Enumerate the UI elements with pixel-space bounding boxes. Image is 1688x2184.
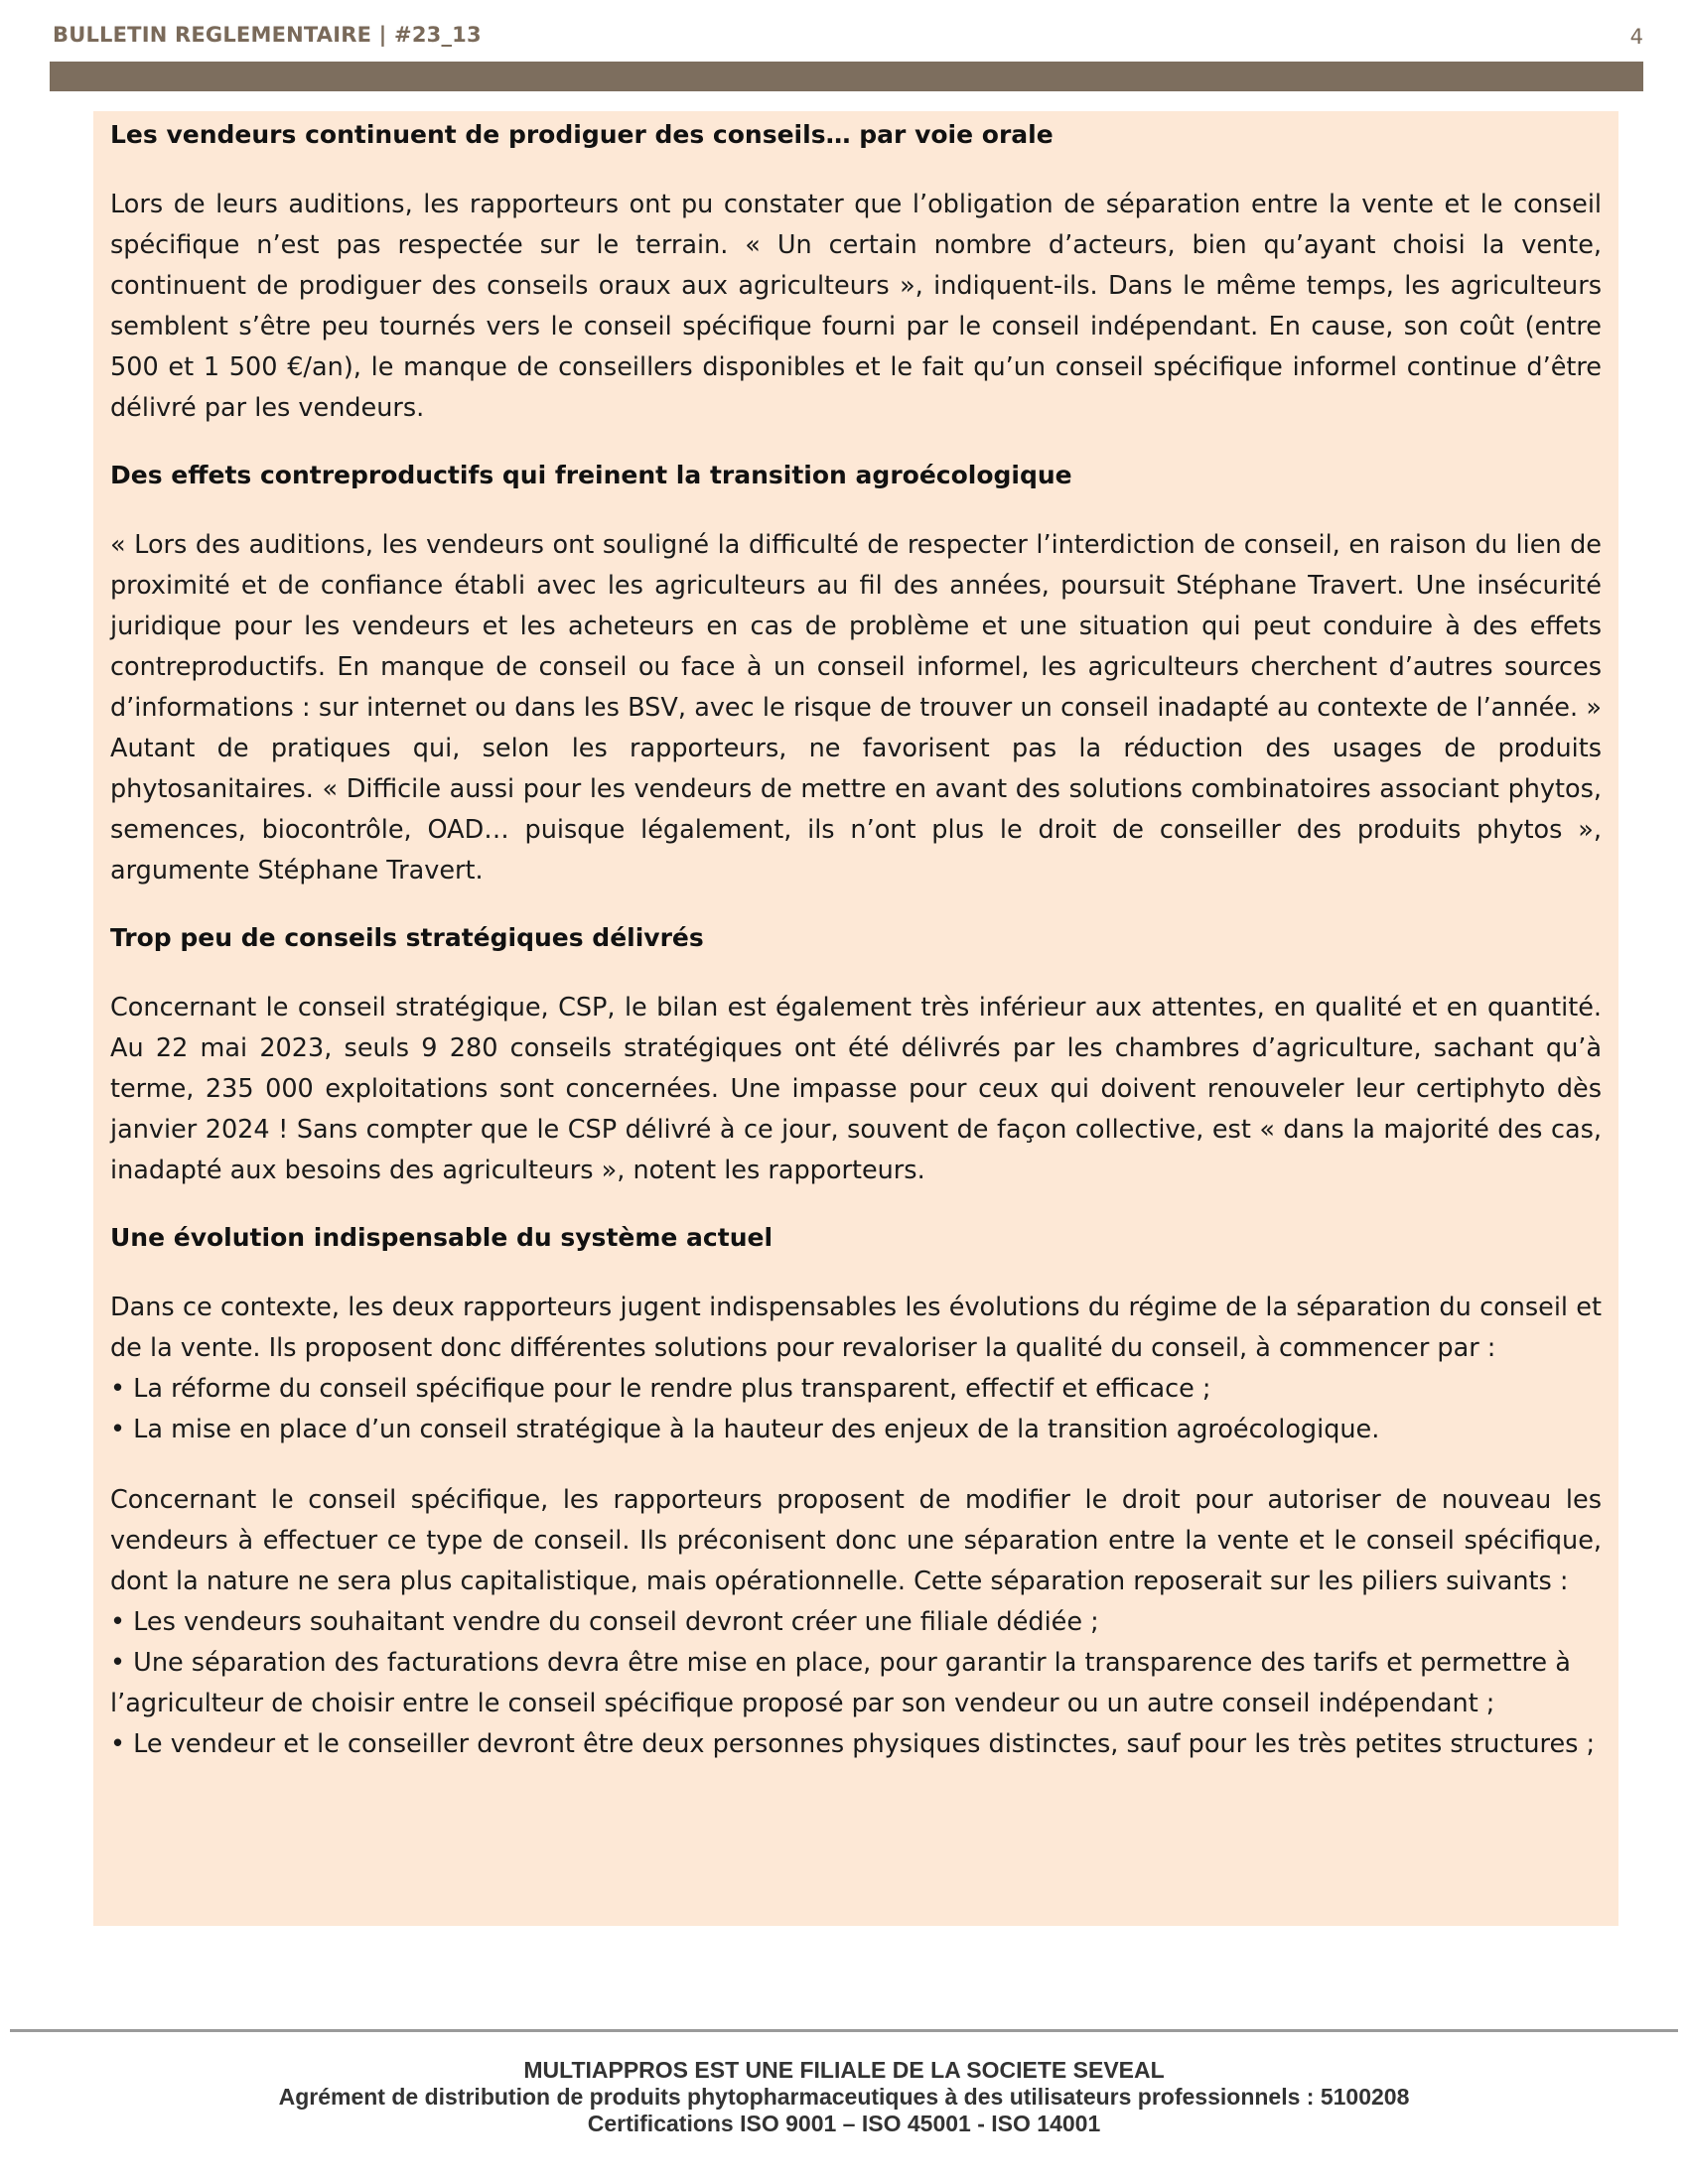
paragraph: Dans ce contexte, les deux rapporteurs jugent indispensables les évolutions du régime de la séparation du conseil et de la vente. Ils proposent donc différentes solutions pour revaloriser la qualité du conseil, à commencer par : (110, 1293, 1602, 1363)
section-heading: Une évolution indispensable du système actuel (110, 1223, 774, 1252)
article-box (93, 111, 1618, 1926)
paragraph: Concernant le conseil stratégique, CSP, le bilan est également très inférieur aux attentes, en qualité et en quantité. Au 22 mai 2023, seuls 9 280 conseils stratégiques ont été délivrés par les chambres d’agriculture, sachant qu’à terme, 235 000 exploitations sont concernées. Une impasse pour ceux qui doivent renouveler leur certiphyto dès janvier 2024 ! Sans compter que le CSP délivré à ce jour, souvent de façon collective, est « dans la majorité des cas, inadapté aux besoins des agriculteurs », notent les rapporteurs. (110, 993, 1602, 1185)
page-number: 4 (1629, 25, 1643, 49)
footer-line-2: Agrément de distribution de produits phytopharmaceutiques à des utilisateurs professionnels : 5100208 (278, 2084, 1410, 2110)
footer-line-1: MULTIAPPROS EST UNE FILIALE DE LA SOCIETE SEVEAL (523, 2057, 1165, 2083)
section-heading: Les vendeurs continuent de prodiguer des conseils… par voie orale (110, 120, 1054, 149)
paragraph: « Lors des auditions, les vendeurs ont souligné la difficulté de respecter l’interdiction de conseil, en raison du lien de proximité et de confiance établi avec les agriculteurs au fil des années, poursuit Stéphane Travert. Une insécurité juridique pour les vendeurs et les acheteurs en cas de problème et une situation qui peut conduire à des effets contreproductifs. En manque de conseil ou face à un conseil informel, les agriculteurs cherchent d’autres sources d’informations : sur internet ou dans les BSV, avec le risque de trouver un conseil inadapté au contexte de l’année. » Autant de pratiques qui, selon les rapporteurs, ne favorisent pas la réduction des usages de produits phytosanitaires. « Difficile aussi pour les vendeurs de mettre en avant des solutions combinatoires associant phytos, semences, biocontrôle, OAD… puisque légalement, ils n’ont plus le droit de conseiller des produits phytos », argumente Stéphane Travert. (110, 530, 1602, 886)
footer-line-3: Certifications ISO 9001 – ISO 45001 - ISO 14001 (587, 2111, 1101, 2136)
section-heading: Des effets contreproductifs qui freinent la transition agroécologique (110, 461, 1072, 489)
list-item: • Le vendeur et le conseiller devront être deux personnes physiques distinctes, sauf pour les très petites structures ; (110, 1724, 1602, 1765)
footer-divider (10, 2029, 1678, 2032)
bulletin-title: BULLETIN REGLEMENTAIRE | #23_13 (53, 23, 482, 47)
list-item: • La mise en place d’un conseil stratégique à la hauteur des enjeux de la transition agroécologique. (110, 1410, 1602, 1450)
section-heading: Trop peu de conseils stratégiques délivrés (110, 923, 704, 952)
list-item: • Les vendeurs souhaitant vendre du conseil devront créer une filiale dédiée ; (110, 1602, 1602, 1643)
page-header (50, 20, 1643, 50)
paragraph: Lors de leurs auditions, les rapporteurs ont pu constater que l’obligation de séparation entre la vente et le conseil spécifique n’est pas respectée sur le terrain. « Un certain nombre d’acteurs, bien qu’ayant choisi la vente, continuent de prodiguer des conseils oraux aux agriculteurs », indiquent-ils. Dans le même temps, les agriculteurs semblent s’être peu tournés vers le conseil spécifique fourni par le conseil indépendant. En cause, son coût (entre 500 et 1 500 €/an), le manque de conseillers disponibles et le fait qu’un conseil spécifique informel continue d’être délivré par les vendeurs. (110, 190, 1602, 423)
bullet-list (110, 1602, 1602, 1765)
list-item: • Une séparation des facturations devra être mise en place, pour garantir la transparence des tarifs et permettre à l’agriculteur de choisir entre le conseil spécifique proposé par son vendeur ou un autre conseil indépendant ; (110, 1643, 1602, 1724)
paragraph: Concernant le conseil spécifique, les rapporteurs proposent de modifier le droit pour autoriser de nouveau les vendeurs à effectuer ce type de conseil. Ils préconisent donc une séparation entre la vente et le conseil spécifique, dont la nature ne sera plus capitalistique, mais opérationnelle. Cette séparation reposerait sur les piliers suivants : (110, 1485, 1602, 1596)
page-footer (0, 2057, 1688, 2137)
header-bar (50, 62, 1643, 91)
bullet-list (110, 1369, 1602, 1450)
list-item: • La réforme du conseil spécifique pour le rendre plus transparent, effectif et efficace ; (110, 1369, 1602, 1410)
